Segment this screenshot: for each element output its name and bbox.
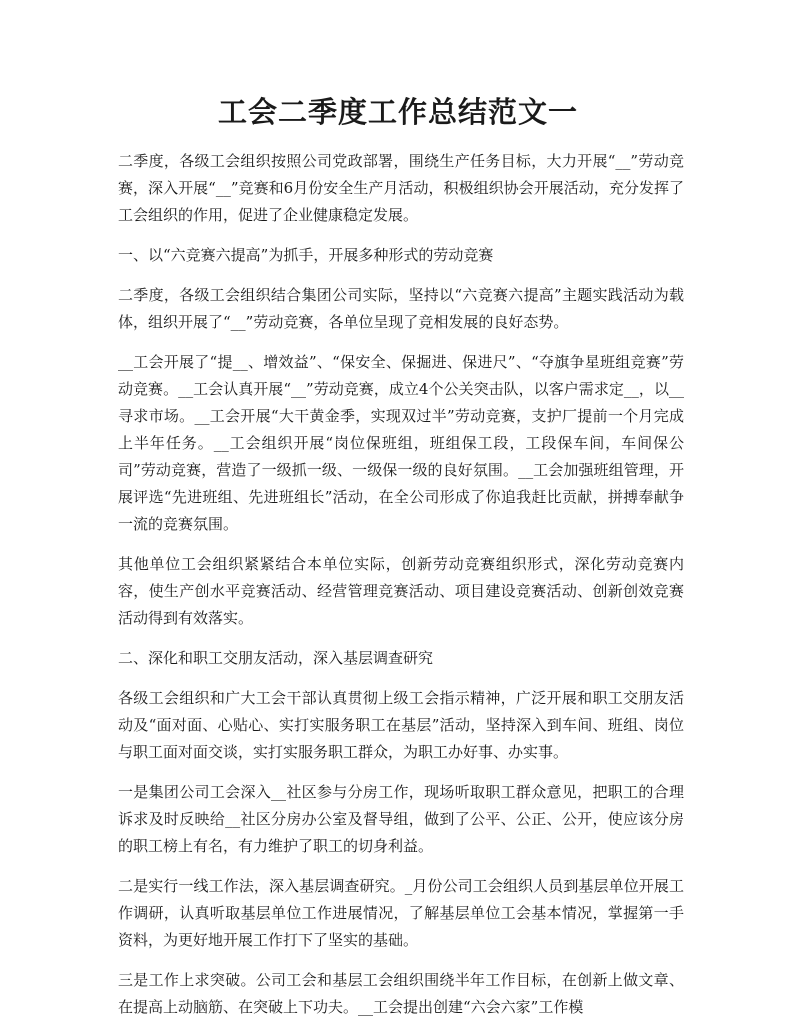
body-paragraph: 其他单位工会组织紧紧结合本单位实际，创新劳动竞赛组织形式，深化劳动竞赛内容，使生产创水平竞赛活动、经营管理竞赛活动、项目建设竞赛活动、创新创效竞赛活动得到有效落实。 bbox=[118, 555, 684, 627]
section-heading-2: 二、深化和职工交朋友活动，深入基层调查研究 bbox=[118, 649, 434, 667]
body-paragraph: __工会开展了“提__、增效益”、“保安全、保掘进、保进尺”、“夺旗争星班组竞赛”劳动竞赛。__工会认真开展“__”劳动竞赛，成立4个公关突击队，以客户需求定__，以__寻求市场。__工会开展“大干黄金季，实现双过半”劳动竞赛，支护厂提前一个月完成上半年任务。__工会组织开展“岗位保班组，班组保工段，工段保车间，车间保公司”劳动竞赛，营造了一级抓一级、一级保一级的良好氛围。__工会加强班组管理，开展评选“先进班组、先进班组长”活动，在全公司形成了你追我赶比贡献，拼搏奉献争一流的竞赛氛围。 bbox=[118, 353, 684, 533]
body-paragraph: 二季度，各级工会组织结合集团公司实际，坚持以“六竞赛六提高”主题实践活动为载体，组织开展了“__”劳动竞赛，各单位呈现了竞相发展的良好态势。 bbox=[118, 286, 684, 331]
section-heading-1: 一、以“六竞赛六提高”为抓手，开展多种形式的劳动竞赛 bbox=[118, 246, 494, 264]
body-paragraph: 各级工会组织和广大工会干部认真贯彻上级工会指示精神，广泛开展和职工交朋友活动及“面对面、心贴心、实打实服务职工在基层”活动，坚持深入到车间、班组、岗位与职工面对面交谈，实打实服务职工群众，为职工办好事、办实事。 bbox=[118, 689, 684, 761]
body-paragraph: 一是集团公司工会深入__社区参与分房工作，现场听取职工群众意见，把职工的合理诉求及时反映给__社区分房办公室及督导组，做到了公平、公正、公开，使应该分房的职工榜上有名，有力维护了职工的切身利益。 bbox=[118, 783, 684, 855]
body-paragraph: 二是实行一线工作法，深入基层调查研究。_月份公司工会组织人员到基层单位开展工作调研，认真听取基层单位工作进展情况，了解基层单位工会基本情况，掌握第一手资料，为更好地开展工作打下了坚实的基础。 bbox=[118, 877, 684, 949]
document-title: 工会二季度工作总结范文一 bbox=[217, 95, 578, 129]
body-paragraph: 三是工作上求突破。公司工会和基层工会组织围绕半年工作目标，在创新上做文章、在提高上动脑筋、在突破上下功夫。__工会提出创建“六会六家”工作模 bbox=[118, 971, 684, 1016]
document-body bbox=[118, 148, 684, 1021]
intro-paragraph: 二季度，各级工会组织按照公司党政部署，围绕生产任务目标，大力开展“__”劳动竞赛，深入开展“__”竞赛和6月份安全生产月活动，积极组织协会开展活动，充分发挥了工会组织的作用，促进了企业健康稳定发展。 bbox=[118, 152, 684, 224]
